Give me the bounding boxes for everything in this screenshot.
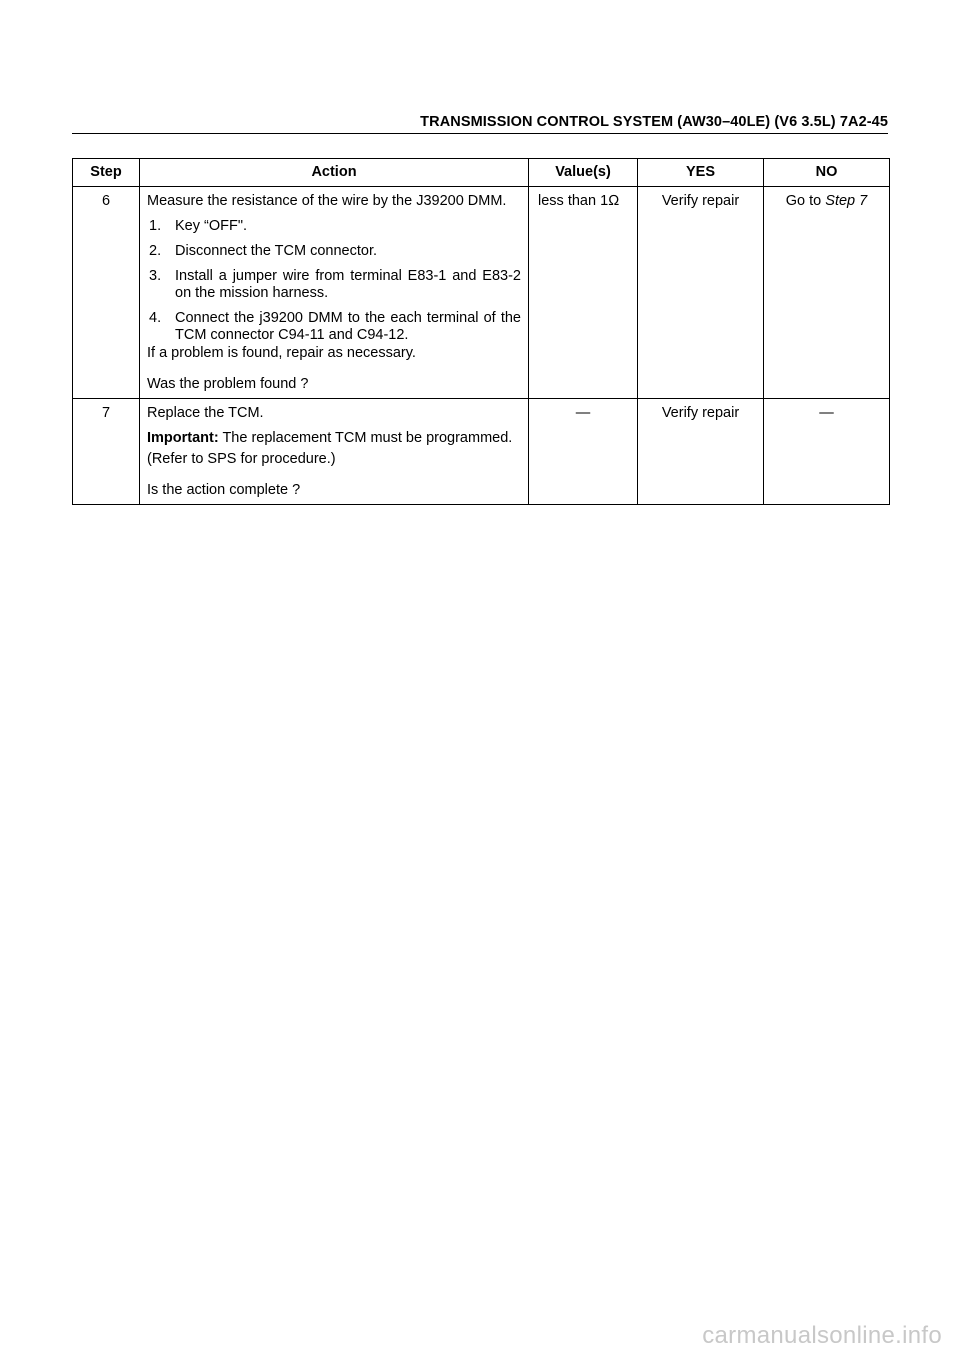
column-header-action: Action: [140, 159, 529, 187]
goto-step-link[interactable]: Step 7: [825, 193, 868, 209]
step-number: 6: [73, 187, 140, 399]
table-header-row: [73, 159, 890, 187]
action-intro: Measure the resistance of the wire by the J39200 DMM.: [147, 193, 507, 209]
header-rule: [72, 133, 888, 134]
value-cell: —: [529, 399, 638, 505]
no-cell: Go to Step 7: [764, 187, 890, 399]
column-header-no: NO: [764, 159, 890, 187]
column-header-yes: YES: [638, 159, 764, 187]
table-row: [73, 187, 890, 399]
column-header-step: Step: [73, 159, 140, 187]
column-header-values: Value(s): [529, 159, 638, 187]
action-cell: [140, 399, 529, 505]
action-question: Is the action complete ?: [147, 482, 301, 498]
yes-cell: Verify repair: [638, 187, 764, 399]
yes-cell: Verify repair: [638, 399, 764, 505]
step-number: 7: [73, 399, 140, 505]
action-list-item: 3. Install a jumper wire from terminal E83-1 and E83-2 on the mission harness.: [149, 268, 521, 301]
no-cell: —: [764, 399, 890, 505]
page-header: TRANSMISSION CONTROL SYSTEM (AW30–40LE) (V6 3.5L) 7A2-45: [420, 114, 888, 130]
watermark: carmanualsonline.info: [702, 1322, 942, 1349]
value-cell: less than 1Ω: [529, 187, 638, 399]
action-list-item: 2. Disconnect the TCM connector.: [149, 243, 378, 259]
action-cell: [140, 187, 529, 399]
table-row: [73, 399, 890, 505]
important-note: Important: The replacement TCM must be programmed.: [147, 430, 513, 446]
action-question: Was the problem found ?: [147, 376, 309, 392]
action-line: Replace the TCM.: [147, 405, 264, 421]
action-list-item: 4. Connect the j39200 DMM to the each terminal of the TCM connector C94-11 and C94-12.: [149, 310, 521, 343]
refer-note: (Refer to SPS for procedure.): [147, 451, 336, 467]
diagnostic-table: [72, 158, 890, 505]
action-list-item: 1. Key “OFF".: [149, 218, 248, 234]
action-note: If a problem is found, repair as necessary.: [147, 345, 416, 361]
